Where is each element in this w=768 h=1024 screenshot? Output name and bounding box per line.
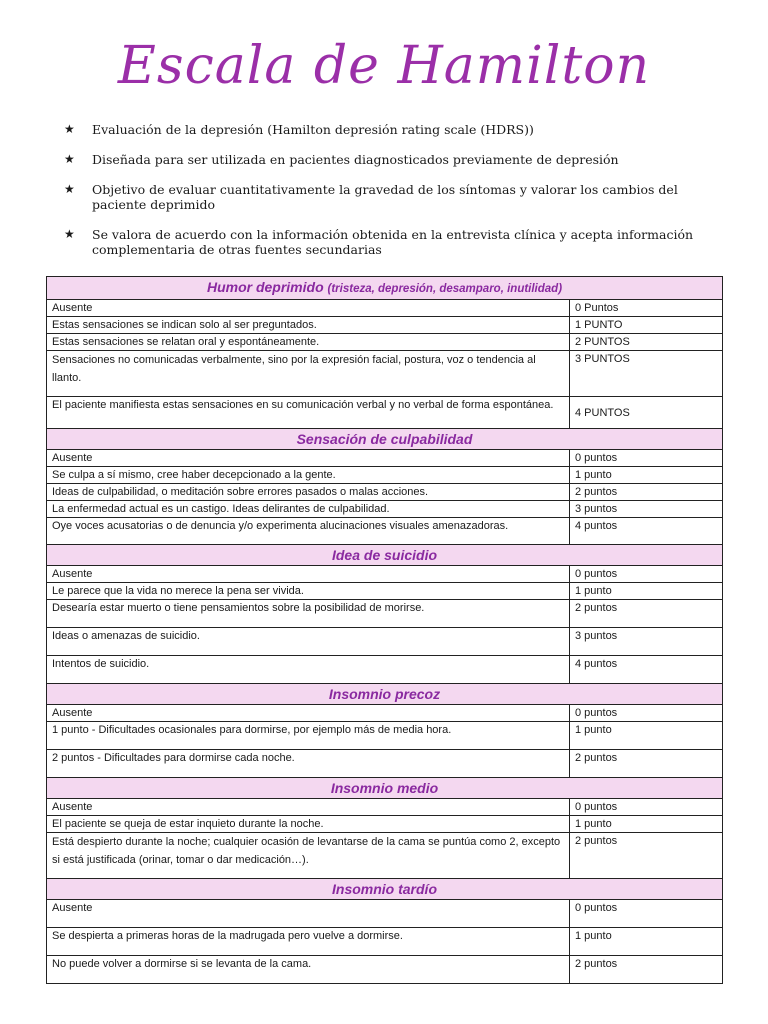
row-description: Ausente bbox=[47, 799, 570, 816]
row-description: Ausente bbox=[47, 900, 570, 928]
row-description: El paciente manifiesta estas sensaciones en su comunicación verbal y no verbal de forma espontánea. bbox=[47, 397, 570, 429]
row-points: 0 puntos bbox=[569, 705, 722, 722]
row-points: 0 puntos bbox=[569, 450, 722, 467]
row-description: Ideas de culpabilidad, o meditación sobre errores pasados o malas acciones. bbox=[47, 484, 570, 501]
row-description: Se culpa a sí mismo, cree haber decepcionado a la gente. bbox=[47, 467, 570, 484]
row-points: 3 PUNTOS bbox=[569, 351, 722, 397]
row-points: 0 puntos bbox=[569, 900, 722, 928]
section-title: Sensación de culpabilidad bbox=[296, 431, 473, 447]
bullet-text: Evaluación de la depresión (Hamilton depresión rating scale (HDRS)) bbox=[92, 122, 534, 137]
row-points: 0 Puntos bbox=[569, 300, 722, 317]
row-description: Intentos de suicidio. bbox=[47, 656, 570, 684]
table-row bbox=[47, 467, 723, 484]
table-row bbox=[47, 750, 723, 778]
bullet-text: Se valora de acuerdo con la información obtenida en la entrevista clínica y acepta información complementaria de otras fuentes secundarias bbox=[92, 227, 694, 257]
row-points: 1 punto bbox=[569, 467, 722, 484]
row-description: Ausente bbox=[47, 300, 570, 317]
row-points: 1 punto bbox=[569, 722, 722, 750]
row-points: 2 puntos bbox=[569, 600, 722, 628]
section-subtitle: (tristeza, depresión, desamparo, inutilidad) bbox=[327, 283, 563, 295]
row-description: Estas sensaciones se relatan oral y espontáneamente. bbox=[47, 334, 570, 351]
table-row bbox=[47, 484, 723, 501]
table-row bbox=[47, 566, 723, 583]
section-header-idea-de-suicidio bbox=[47, 545, 723, 566]
row-points: 2 puntos bbox=[569, 956, 722, 984]
table-row bbox=[47, 722, 723, 750]
row-description: 1 punto - Dificultades ocasionales para dormirse, por ejemplo más de media hora. bbox=[47, 722, 570, 750]
table-row bbox=[47, 833, 723, 879]
bullet-text: Objetivo de evaluar cuantitativamente la gravedad de los síntomas y valorar los cambios del paciente deprimido bbox=[92, 182, 678, 212]
star-icon: ★ bbox=[64, 122, 75, 136]
row-points: 4 PUNTOS bbox=[569, 397, 722, 429]
bullet-item bbox=[64, 152, 714, 167]
row-points: 4 puntos bbox=[569, 518, 722, 545]
row-points: 1 punto bbox=[569, 816, 722, 833]
star-icon: ★ bbox=[64, 182, 75, 196]
section-title: Idea de suicidio bbox=[331, 547, 438, 563]
row-description: Sensaciones no comunicadas verbalmente, sino por la expresión facial, postura, voz o tendencia al llanto. bbox=[47, 351, 570, 397]
row-description: Estas sensaciones se indican solo al ser preguntados. bbox=[47, 317, 570, 334]
bullet-item bbox=[64, 227, 714, 257]
table-row bbox=[47, 351, 723, 397]
table-row bbox=[47, 317, 723, 334]
page-title: Escala de Hamilton bbox=[117, 36, 651, 96]
section-header-humor-deprimido bbox=[47, 277, 723, 300]
row-description: 2 puntos - Dificultades para dormirse cada noche. bbox=[47, 750, 570, 778]
row-points: 4 puntos bbox=[569, 656, 722, 684]
row-description: Ausente bbox=[47, 566, 570, 583]
section-title: Insomnio precoz bbox=[328, 686, 441, 702]
bullet-item bbox=[64, 182, 714, 212]
row-description: Está despierto durante la noche; cualquier ocasión de levantarse de la cama se puntúa como 2, excepto si está justificada (orinar, tomar o dar medicación…). bbox=[47, 833, 570, 879]
table-row bbox=[47, 334, 723, 351]
section-header-insomnio-precoz bbox=[47, 684, 723, 705]
row-points: 2 puntos bbox=[569, 750, 722, 778]
table-row bbox=[47, 501, 723, 518]
row-points: 1 punto bbox=[569, 928, 722, 956]
table-row bbox=[47, 628, 723, 656]
section-title: Insomnio tardío bbox=[332, 881, 437, 897]
table-row bbox=[47, 900, 723, 928]
table-row bbox=[47, 518, 723, 545]
row-description: Ausente bbox=[47, 705, 570, 722]
section-title: Insomnio medio bbox=[330, 780, 439, 796]
hamilton-scale-table bbox=[46, 276, 723, 984]
table-row bbox=[47, 656, 723, 684]
row-points: 2 puntos bbox=[569, 833, 722, 879]
table-row bbox=[47, 799, 723, 816]
row-description: Oye voces acusatorias o de denuncia y/o experimenta alucinaciones visuales amenazadoras. bbox=[47, 518, 570, 545]
intro-bullet-list bbox=[64, 122, 714, 272]
section-header-culpabilidad bbox=[47, 429, 723, 450]
table-row bbox=[47, 816, 723, 833]
table-row bbox=[47, 397, 723, 429]
star-icon: ★ bbox=[64, 227, 75, 241]
table-row bbox=[47, 928, 723, 956]
row-description: La enfermedad actual es un castigo. Ideas delirantes de culpabilidad. bbox=[47, 501, 570, 518]
row-description: Desearía estar muerto o tiene pensamientos sobre la posibilidad de morirse. bbox=[47, 600, 570, 628]
bullet-text: Diseñada para ser utilizada en pacientes diagnosticados previamente de depresión bbox=[92, 152, 619, 167]
section-header-insomnio-medio bbox=[47, 778, 723, 799]
table-row bbox=[47, 956, 723, 984]
row-description: El paciente se queja de estar inquieto durante la noche. bbox=[47, 816, 570, 833]
section-title: Humor deprimido bbox=[206, 279, 324, 295]
section-header-insomnio-tardio bbox=[47, 879, 723, 900]
row-points: 0 puntos bbox=[569, 799, 722, 816]
row-points: 1 PUNTO bbox=[569, 317, 722, 334]
row-description: No puede volver a dormirse si se levanta de la cama. bbox=[47, 956, 570, 984]
table-row bbox=[47, 600, 723, 628]
row-description: Se despierta a primeras horas de la madrugada pero vuelve a dormirse. bbox=[47, 928, 570, 956]
row-points: 3 puntos bbox=[569, 628, 722, 656]
row-description: Ausente bbox=[47, 450, 570, 467]
row-description: Le parece que la vida no merece la pena ser vivida. bbox=[47, 583, 570, 600]
row-points: 0 puntos bbox=[569, 566, 722, 583]
star-icon: ★ bbox=[64, 152, 75, 166]
row-points: 3 puntos bbox=[569, 501, 722, 518]
row-points: 2 PUNTOS bbox=[569, 334, 722, 351]
bullet-item bbox=[64, 122, 714, 137]
table-row bbox=[47, 705, 723, 722]
table-row bbox=[47, 450, 723, 467]
row-points: 2 puntos bbox=[569, 484, 722, 501]
row-points: 1 punto bbox=[569, 583, 722, 600]
table-row bbox=[47, 583, 723, 600]
table-row bbox=[47, 300, 723, 317]
row-description: Ideas o amenazas de suicidio. bbox=[47, 628, 570, 656]
